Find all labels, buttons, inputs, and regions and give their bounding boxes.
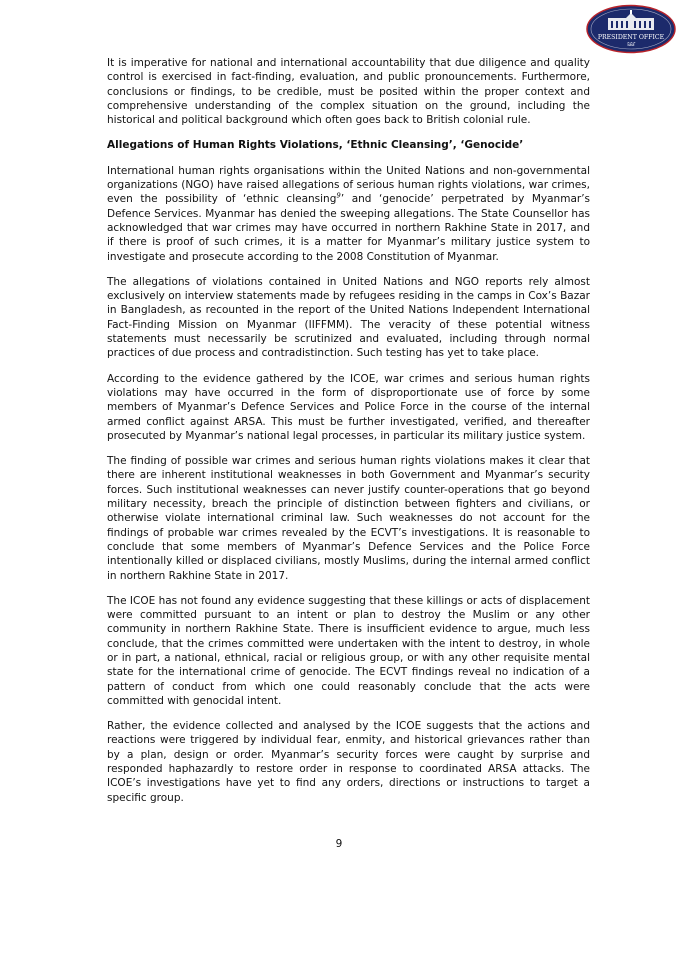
paragraph-allegations-part-b: ’ and ‘genocide’ perpetrated by Myanmar’s Defence Services. Myanmar has denied the sweeping allegations. The State Counsellor has acknowledged that war crimes may have occurred in northern Rakhine State in 2017, and if there is proof of such crimes, it is a matter for Myanmar’s military justice system to investigate and prosecute according to the 2008 Constitution of Myanmar. — [107, 193, 591, 263]
section-heading: Allegations of Human Rights Violations, ‘Ethnic Cleansing’, ‘Genocide’ — [107, 139, 524, 152]
president-office-emblem-icon — [586, 4, 676, 54]
logo-subtext: ᥬᥳᥬᥳᥬ — [627, 42, 635, 47]
paragraph-allegations-part-a: International human rights organisations within the United Nations and non-governmental organizations (NGO) have raised allegations of serious human rights violations, war crimes, even the possibility of ‘ethnic cleansing — [107, 164, 590, 206]
footnote-ref: 9 — [336, 191, 341, 200]
logo-text: PRESIDENT OFFICE — [597, 34, 665, 41]
paragraph-allegations — [107, 164, 590, 264]
document-body — [107, 56, 590, 816]
paragraph-un-ngo-reports: The allegations of violations contained in United Nations and NGO reports rely almost exclusively on interview statements made by refugees residing in the camps in Cox’s Bazar in Bangladesh, as recounted in the report of the United Nations Independent International Fact-Finding Mission on Myanmar (IIFFMM). The veracity of these potential witness statements must necessarily be scrutinized and evaluated, including through normal practices of due process and contradistinction. Such testing has yet to take place. — [107, 275, 590, 360]
paragraph-no-genocide-evidence: The ICOE has not found any evidence suggesting that these killings or acts of displacement were committed pursuant to an intent or plan to destroy the Muslim or any other community in northern Rakhine State. There is insufficient evidence to argue, much less conclude, that the crimes committed were undertaken with the intent to destroy, in whole or in part, a national, ethnical, racial or religious group, or with any other requisite mental state for the international crime of genocide. The ECVT findings reveal no indication of a pattern of conduct from which one could reasonably conclude that the acts were committed with genocidal intent. — [107, 594, 590, 707]
paragraph-institutional-weaknesses: The finding of possible war crimes and serious human rights violations makes it clear that there are inherent institutional weaknesses in both Government and Myanmar’s security forces. Such institutional weaknesses can never justify counter-operations that go beyond military necessity, breach the principle of distinction between fighters and civilians, or otherwise violate international criminal law. Such weaknesses do not account for the findings of probable war crimes revealed by the ECVT’s investigations. It is reasonable to conclude that some members of Myanmar’s Defence Services and the Police Force intentionally killed or displaced civilians, mostly Muslims, during the internal armed conflict in northern Rakhine State in 2017. — [107, 455, 590, 582]
paragraph-triggers: Rather, the evidence collected and analysed by the ICOE suggests that the actions and reactions were triggered by individual fear, enmity, and historical grievances rather than by a plan, design or order. Myanmar’s security forces were caught by surprise and responded haphazardly to restore order in response to coordinated ARSA attacks. The ICOE’s investigations have yet to find any orders, directions or instructions to target a specific group. — [107, 720, 590, 804]
president-office-logo — [586, 4, 676, 54]
paragraph-icoe-evidence: According to the evidence gathered by the ICOE, war crimes and serious human rights violations may have occurred in the form of disproportionate use of force by some members of Myanmar’s Defence Services and Police Force in the course of the internal armed conflict against ARSA. This must be further investigated, verified, and thereafter prosecuted by Myanmar’s national legal processes, in particular its military justice system. — [107, 372, 590, 442]
page-number: 9 — [335, 838, 343, 850]
paragraph-accountability: It is imperative for national and international accountability that due diligence and quality control is exercised in fact-finding, evaluation, and public pronouncements. Furthermore, conclusions or findings, to be credible, must be posited within the proper context and comprehensive understanding of the complex situation on the ground, including the historical and political background which often goes back to British colonial rule. — [107, 57, 590, 127]
